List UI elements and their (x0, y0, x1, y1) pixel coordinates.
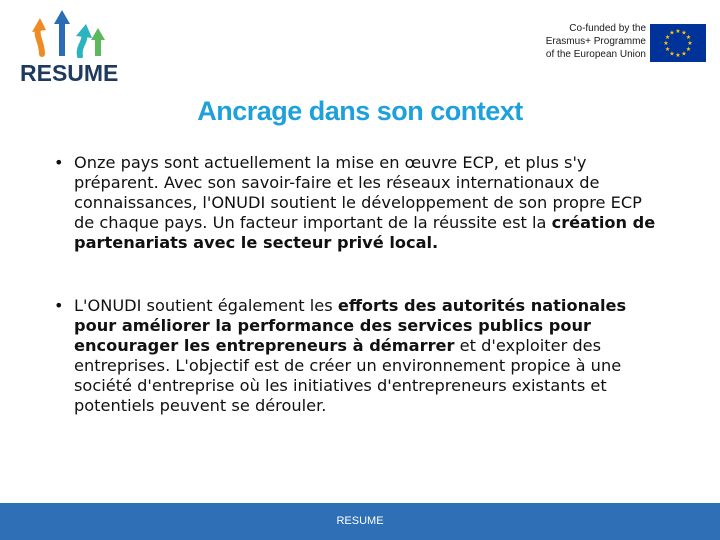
svg-text:★: ★ (681, 29, 687, 37)
arrows-logo-icon (32, 8, 108, 58)
svg-text:★: ★ (675, 52, 681, 59)
svg-text:★: ★ (669, 50, 675, 58)
eu-cofunding-text (528, 22, 646, 61)
bullet-text-after: et d'exploiter des entreprises. L'objectif est de créer un environnement propice à une société d'entreprise où les initiatives d'entrepreneurs existants et potentiels peuvent se dérouler. (74, 336, 622, 415)
eu-flag-icon (650, 24, 706, 62)
bullet-bold-text: création de partenariats avec le secteur privé local. (74, 213, 656, 252)
bullet-dot-icon: • (54, 153, 64, 172)
bullet-list (54, 153, 664, 416)
eu-cofunding-block (528, 22, 708, 66)
svg-text:★: ★ (663, 40, 669, 47)
eu-line: Co-funded by the (569, 23, 646, 34)
svg-text:★: ★ (685, 46, 692, 53)
resume-logo (18, 8, 126, 86)
svg-text:★: ★ (681, 50, 687, 58)
eu-line: Erasmus+ Programme (545, 36, 646, 47)
svg-text:★: ★ (685, 34, 692, 41)
bullet-bold-text: efforts des autorités nationales pour améliorer la performance des services publics pour encourager les entrepreneurs à démarrer (74, 296, 627, 355)
bullet-dot-icon: • (54, 296, 64, 315)
bullet-text: L'ONUDI soutient également les (74, 296, 338, 315)
footer-label: RESUME (336, 515, 384, 527)
svg-text:★: ★ (664, 34, 671, 41)
bullet-text: Onze pays sont actuellement la mise en œuvre ECP, et plus s'y préparent. Avec son savoir-faire et les réseaux internationaux de connaissances, l'ONUDI soutient le développement de son propre ECP de chaque pays. Un facteur important de la réussite est la (74, 153, 642, 232)
footer-bar (0, 503, 720, 540)
bullet-item (54, 296, 664, 416)
svg-text:★: ★ (669, 29, 675, 37)
bullet-item (54, 153, 664, 253)
svg-text:★: ★ (664, 46, 671, 53)
svg-text:★: ★ (687, 40, 693, 47)
logo-text: RESUME (20, 60, 119, 86)
slide-title: Ancrage dans son context (197, 96, 523, 126)
svg-text:★: ★ (675, 28, 681, 35)
eu-line: of the European Union (545, 49, 646, 60)
